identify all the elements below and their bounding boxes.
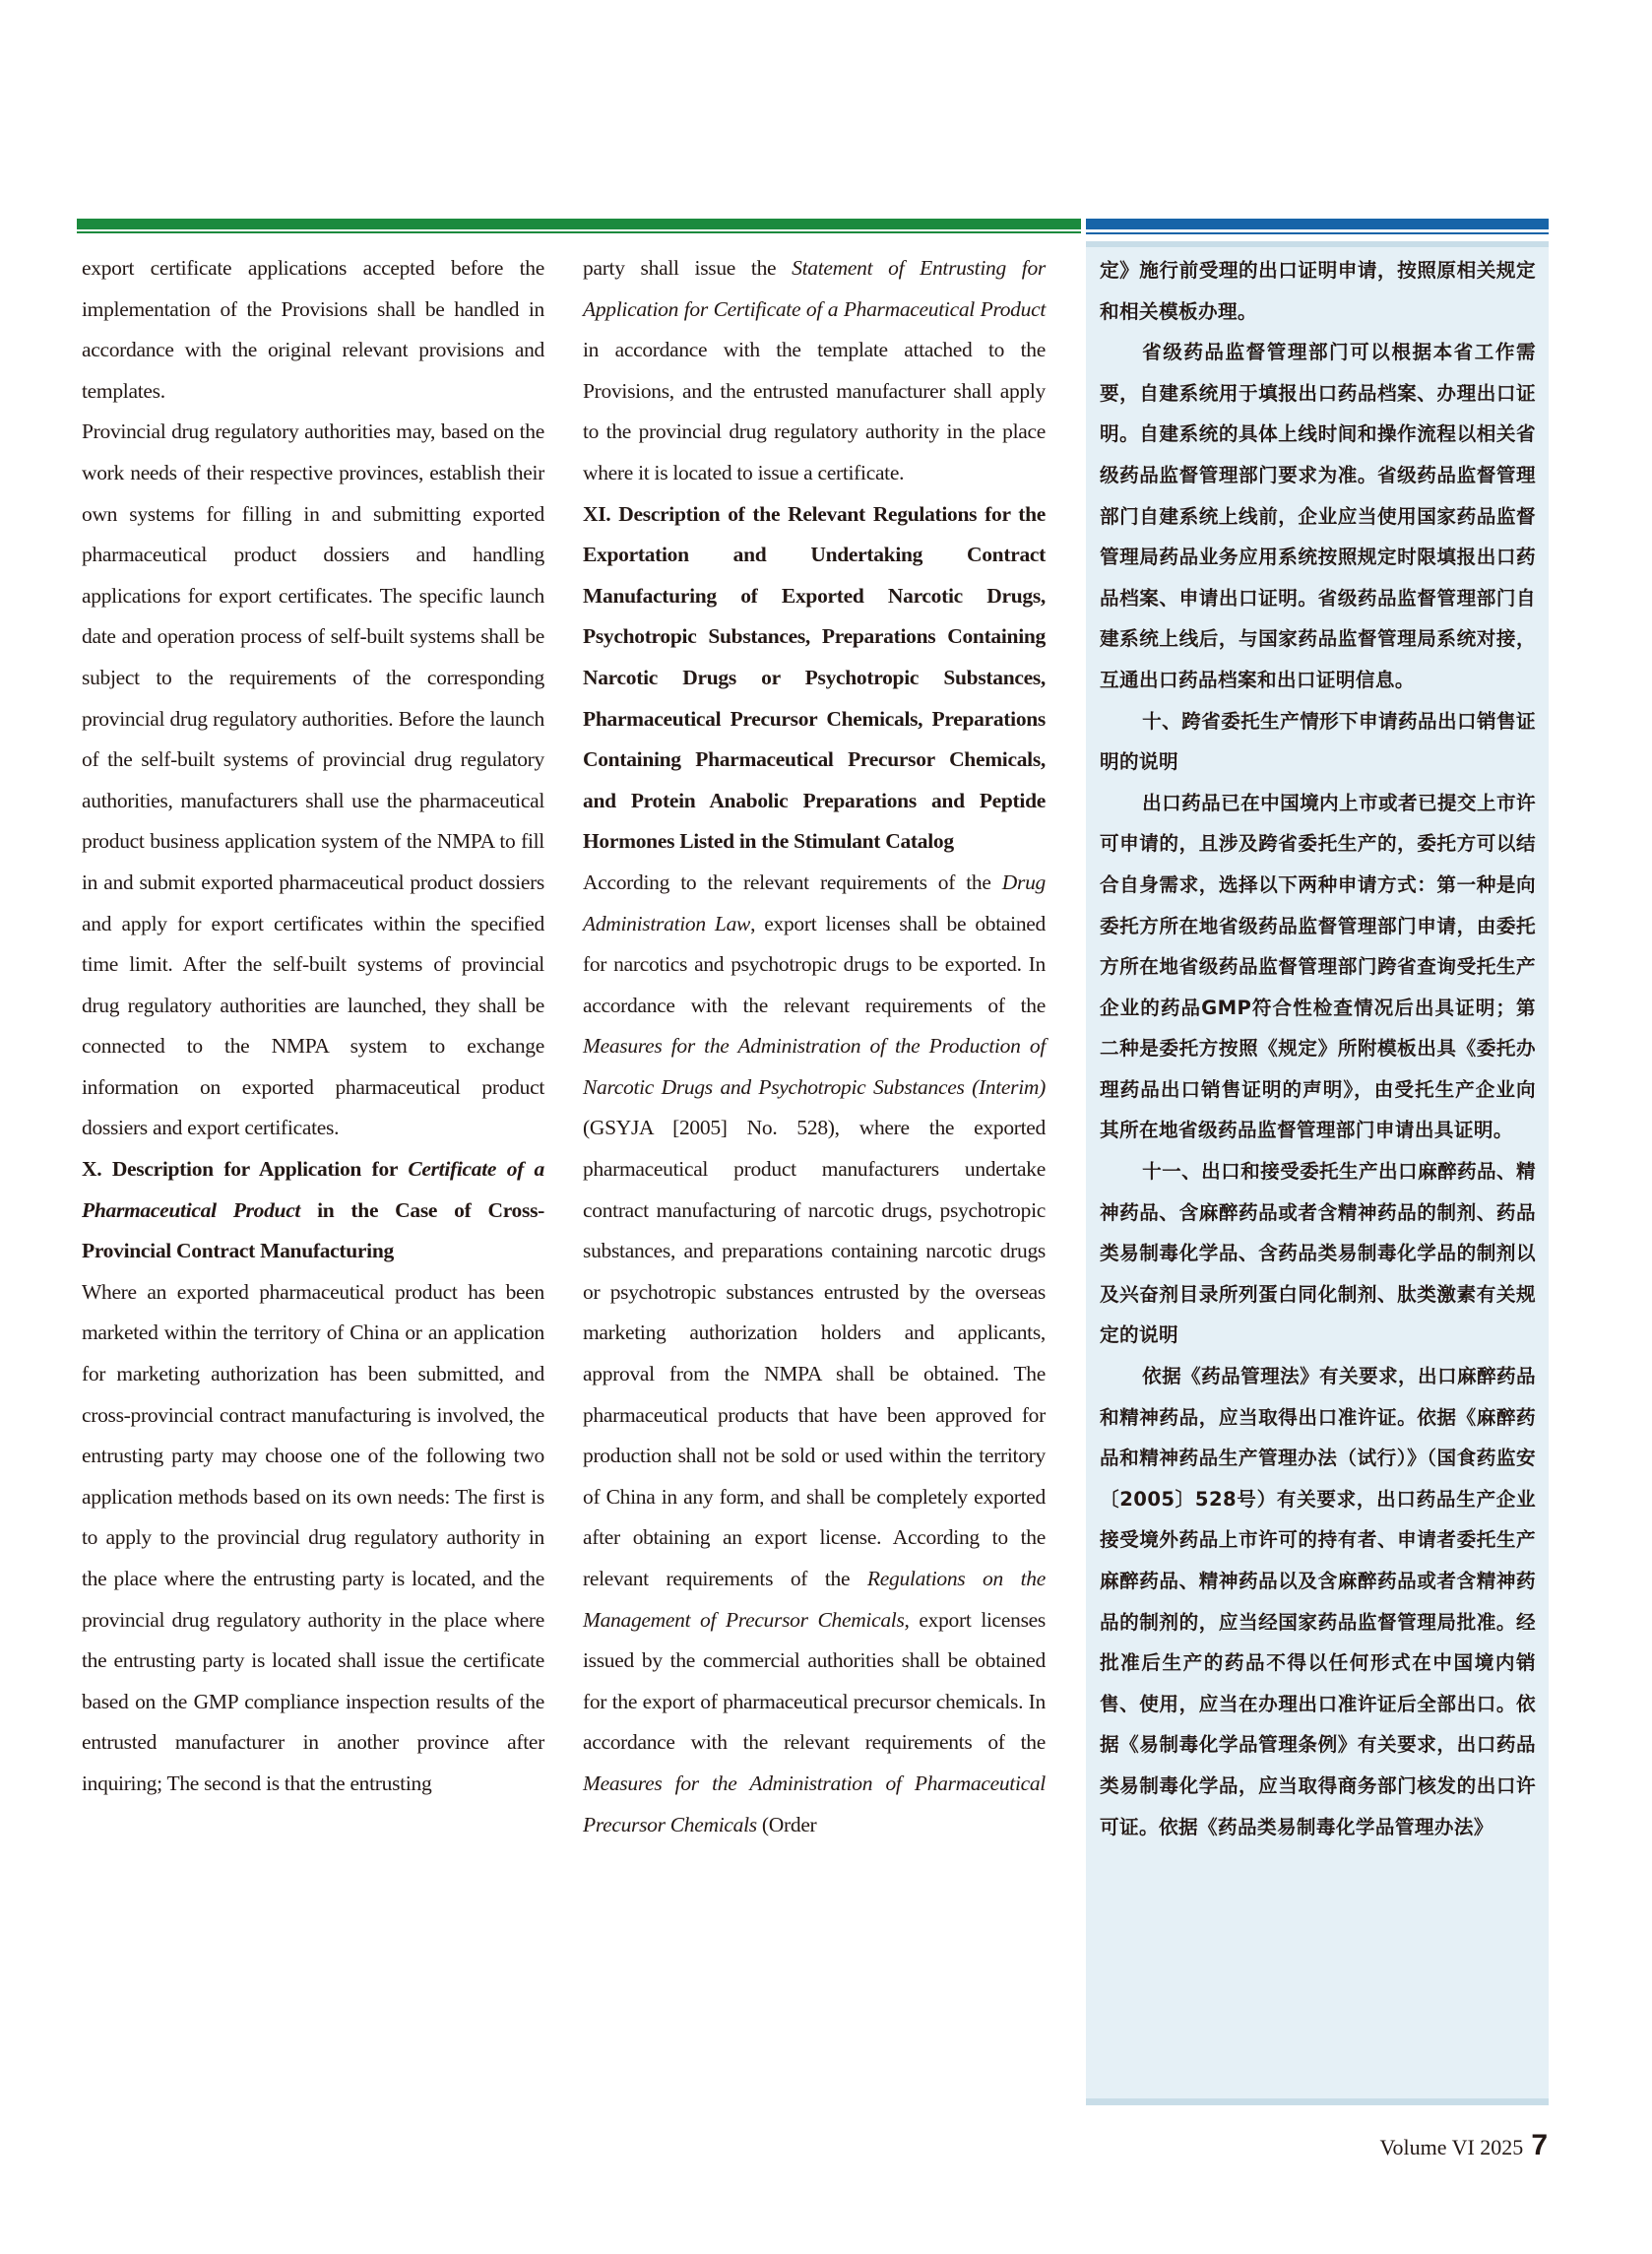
- english-column-middle: [583, 248, 1046, 1845]
- text: , export licenses shall be obtained for narcotics and psychotropic drugs to be exported. In accordance with the relevant requirements of the: [583, 911, 1046, 1017]
- text: (GSYJA [2005] No. 528), where the exported pharmaceutical product manufacturers undertake contract manufacturing of narcotic drugs, psychotropic substances, and preparations containing narcotic drugs or psychotropic substances entrusted by the overseas marketing authorization holders and applicants, approval from the NMPA shall be obtained. The pharmaceutical products that have been approved for production shall not be sold or used within the territory of China in any form, and shall be completely exported after obtaining an export license. According to the relevant requirements of the: [583, 1116, 1046, 1590]
- volume-label: Volume VI 2025: [1379, 2135, 1524, 2159]
- heading-text: X. Description for Application for: [82, 1157, 409, 1182]
- paragraph: export certificate applications accepted before the implementation of the Provisions shall be handled in accordance with the original relevant provisions and templates.: [82, 256, 544, 403]
- panel-bottom-stripe: [1086, 2098, 1549, 2105]
- paragraph: Provincial drug regulatory authorities may, based on the work needs of their respective provinces, establish their own systems for filling in and submitting exported pharmaceutical product dossiers and handling applications for export certificates. The specific launch date and operation process of self-built systems shall be subject to the requirements of the corresponding provincial drug regulatory authorities. Before the launch of the self-built systems of provincial drug regulatory authorities, manufacturers shall use the pharmaceutical product business application system of the NMPA to fill in and submit exported pharmaceutical product dossiers and apply for export certificates within the specified time limit. After the self-built systems of provincial drug regulatory authorities are launched, they shall be connected to the NMPA system to exchange information on exported pharmaceutical product dossiers and export certificates.: [82, 419, 544, 1140]
- heading-text: in the Case of Cross-Provincial Contract Manufacturing: [82, 1197, 544, 1263]
- section-header-rule-blue: [1086, 232, 1549, 234]
- law-title: Drug Administration Law: [583, 869, 1046, 935]
- text: party shall issue the: [583, 256, 793, 280]
- text: , export licenses issued by the commercial authorities shall be obtained for the export of pharmaceutical precursor chemicals. In accordance with the relevant requirements of the: [583, 1607, 1046, 1755]
- paragraph: 省级药品监督管理部门可以根据本省工作需要，自建系统用于填报出口药品档案、办理出口证明。自建系统的具体上线时间和操作流程以相关省级药品监督管理部门要求为准。省级药品监督管理部门自建系统上线前，企业应当使用国家药品监督管理局药品业务应用系统按照规定时限填报出口药品档案、申请出口证明。省级药品监督管理部门自建系统上线后，与国家药品监督管理局系统对接，互通出口药品档案和出口证明信息。: [1100, 341, 1536, 691]
- law-title: Measures for the Administration of the Production of Narcotic Drugs and Psychotropic Substances (Interim): [583, 1034, 1046, 1099]
- section-header-bar-green: [77, 219, 1081, 229]
- section-heading-10: 十、跨省委托生产情形下申请药品出口销售证明的说明: [1100, 709, 1536, 774]
- section-heading-x: [82, 1149, 544, 1272]
- section-heading-xi: XI. Description of the Relevant Regulations for the Exportation and Undertaking Contract Manufacturing of Exported Narcotic Drugs, Psychotropic Substances, Preparations Containing Narcotic Drugs or Psychotropic Substances, Pharmaceutical Precursor Chemicals, Preparations Containing Pharmaceutical Precursor Chemicals, and Protein Anabolic Preparations and Peptide Hormones Listed in the Stimulant Catalog: [583, 501, 1046, 854]
- paragraph: [583, 863, 1046, 1845]
- panel-top-stripe: [1086, 241, 1549, 247]
- paragraph: [583, 248, 1046, 494]
- english-column-left: [82, 248, 544, 1805]
- paragraph: Where an exported pharmaceutical product has been marketed within the territory of China or an application for marketing authorization has been submitted, and cross-provincial contract manufacturing is involved, the entrusting party may choose one of the following two application methods based on its own needs: The first is to apply to the provincial drug regulatory authority in the place where the entrusting party is located, and the provincial drug regulatory authority in the place where the entrusting party is located shall issue the certificate based on the GMP compliance inspection results of the entrusted manufacturer in another province after inquiring; The second is that the entrusting: [82, 1279, 544, 1795]
- paragraph: 定》施行前受理的出口证明申请，按照原相关规定和相关模板办理。: [1100, 259, 1536, 323]
- chinese-column: [1100, 250, 1536, 1847]
- page-footer: [1379, 2129, 1548, 2162]
- section-header-rule-green: [77, 231, 1081, 233]
- page-number: 7: [1531, 2129, 1548, 2161]
- document-title: Statement of Entrusting for Application for Certificate of a Pharmaceutical Product: [583, 256, 1046, 321]
- text: (Order: [756, 1812, 817, 1836]
- law-title: Measures for the Administration of Pharmaceutical Precursor Chemicals: [583, 1771, 1046, 1836]
- text: According to the relevant requirements of the: [583, 869, 1002, 894]
- paragraph: 出口药品已在中国境内上市或者已提交上市许可申请的，且涉及跨省委托生产的，委托方可以结合自身需求，选择以下两种申请方式：第一种是向委托方所在地省级药品监督管理部门申请，由委托方所在地省级药品监督管理部门跨省查询受托生产企业的药品GMP符合性检查情况后出具证明；第二种是委托方按照《规定》所附模板出具《委托办理药品出口销售证明的声明》，由受托生产企业向其所在地省级药品监督管理部门申请出具证明。: [1100, 791, 1536, 1142]
- text: in accordance with the template attached to the Provisions, and the entrusted manufacturer shall apply to the provincial drug regulatory authority in the place where it is located to issue a certificate.: [583, 338, 1046, 484]
- paragraph: 依据《药品管理法》有关要求，出口麻醉药品和精神药品，应当取得出口准许证。依据《麻醉药品和精神药品生产管理办法（试行）》（国食药监安〔2005〕528号）有关要求，出口药品生产企业接受境外药品上市许可的持有者、申请者委托生产麻醉药品、精神药品以及含麻醉药品或者含精神药品的制剂的，应当经国家药品监督管理局批准。经批准后生产的药品不得以任何形式在中国境内销售、使用，应当在办理出口准许证后全部出口。依据《易制毒化学品管理条例》有关要求，出口药品类易制毒化学品，应当取得商务部门核发的出口许可证。依据《药品类易制毒化学品管理办法》: [1100, 1365, 1536, 1838]
- section-header-bar-blue: [1086, 219, 1549, 229]
- law-title: Regulations on the Management of Precursor Chemicals: [583, 1567, 1046, 1632]
- section-heading-11: 十一、出口和接受委托生产出口麻醉药品、精神药品、含麻醉药品或者含精神药品的制剂、药品类易制毒化学品、含药品类易制毒化学品的制剂以及兴奋剂目录所列蛋白同化制剂、肽类激素有关规定的说明: [1100, 1160, 1536, 1347]
- heading-italic-title: Certificate of a Pharmaceutical Product: [82, 1157, 544, 1222]
